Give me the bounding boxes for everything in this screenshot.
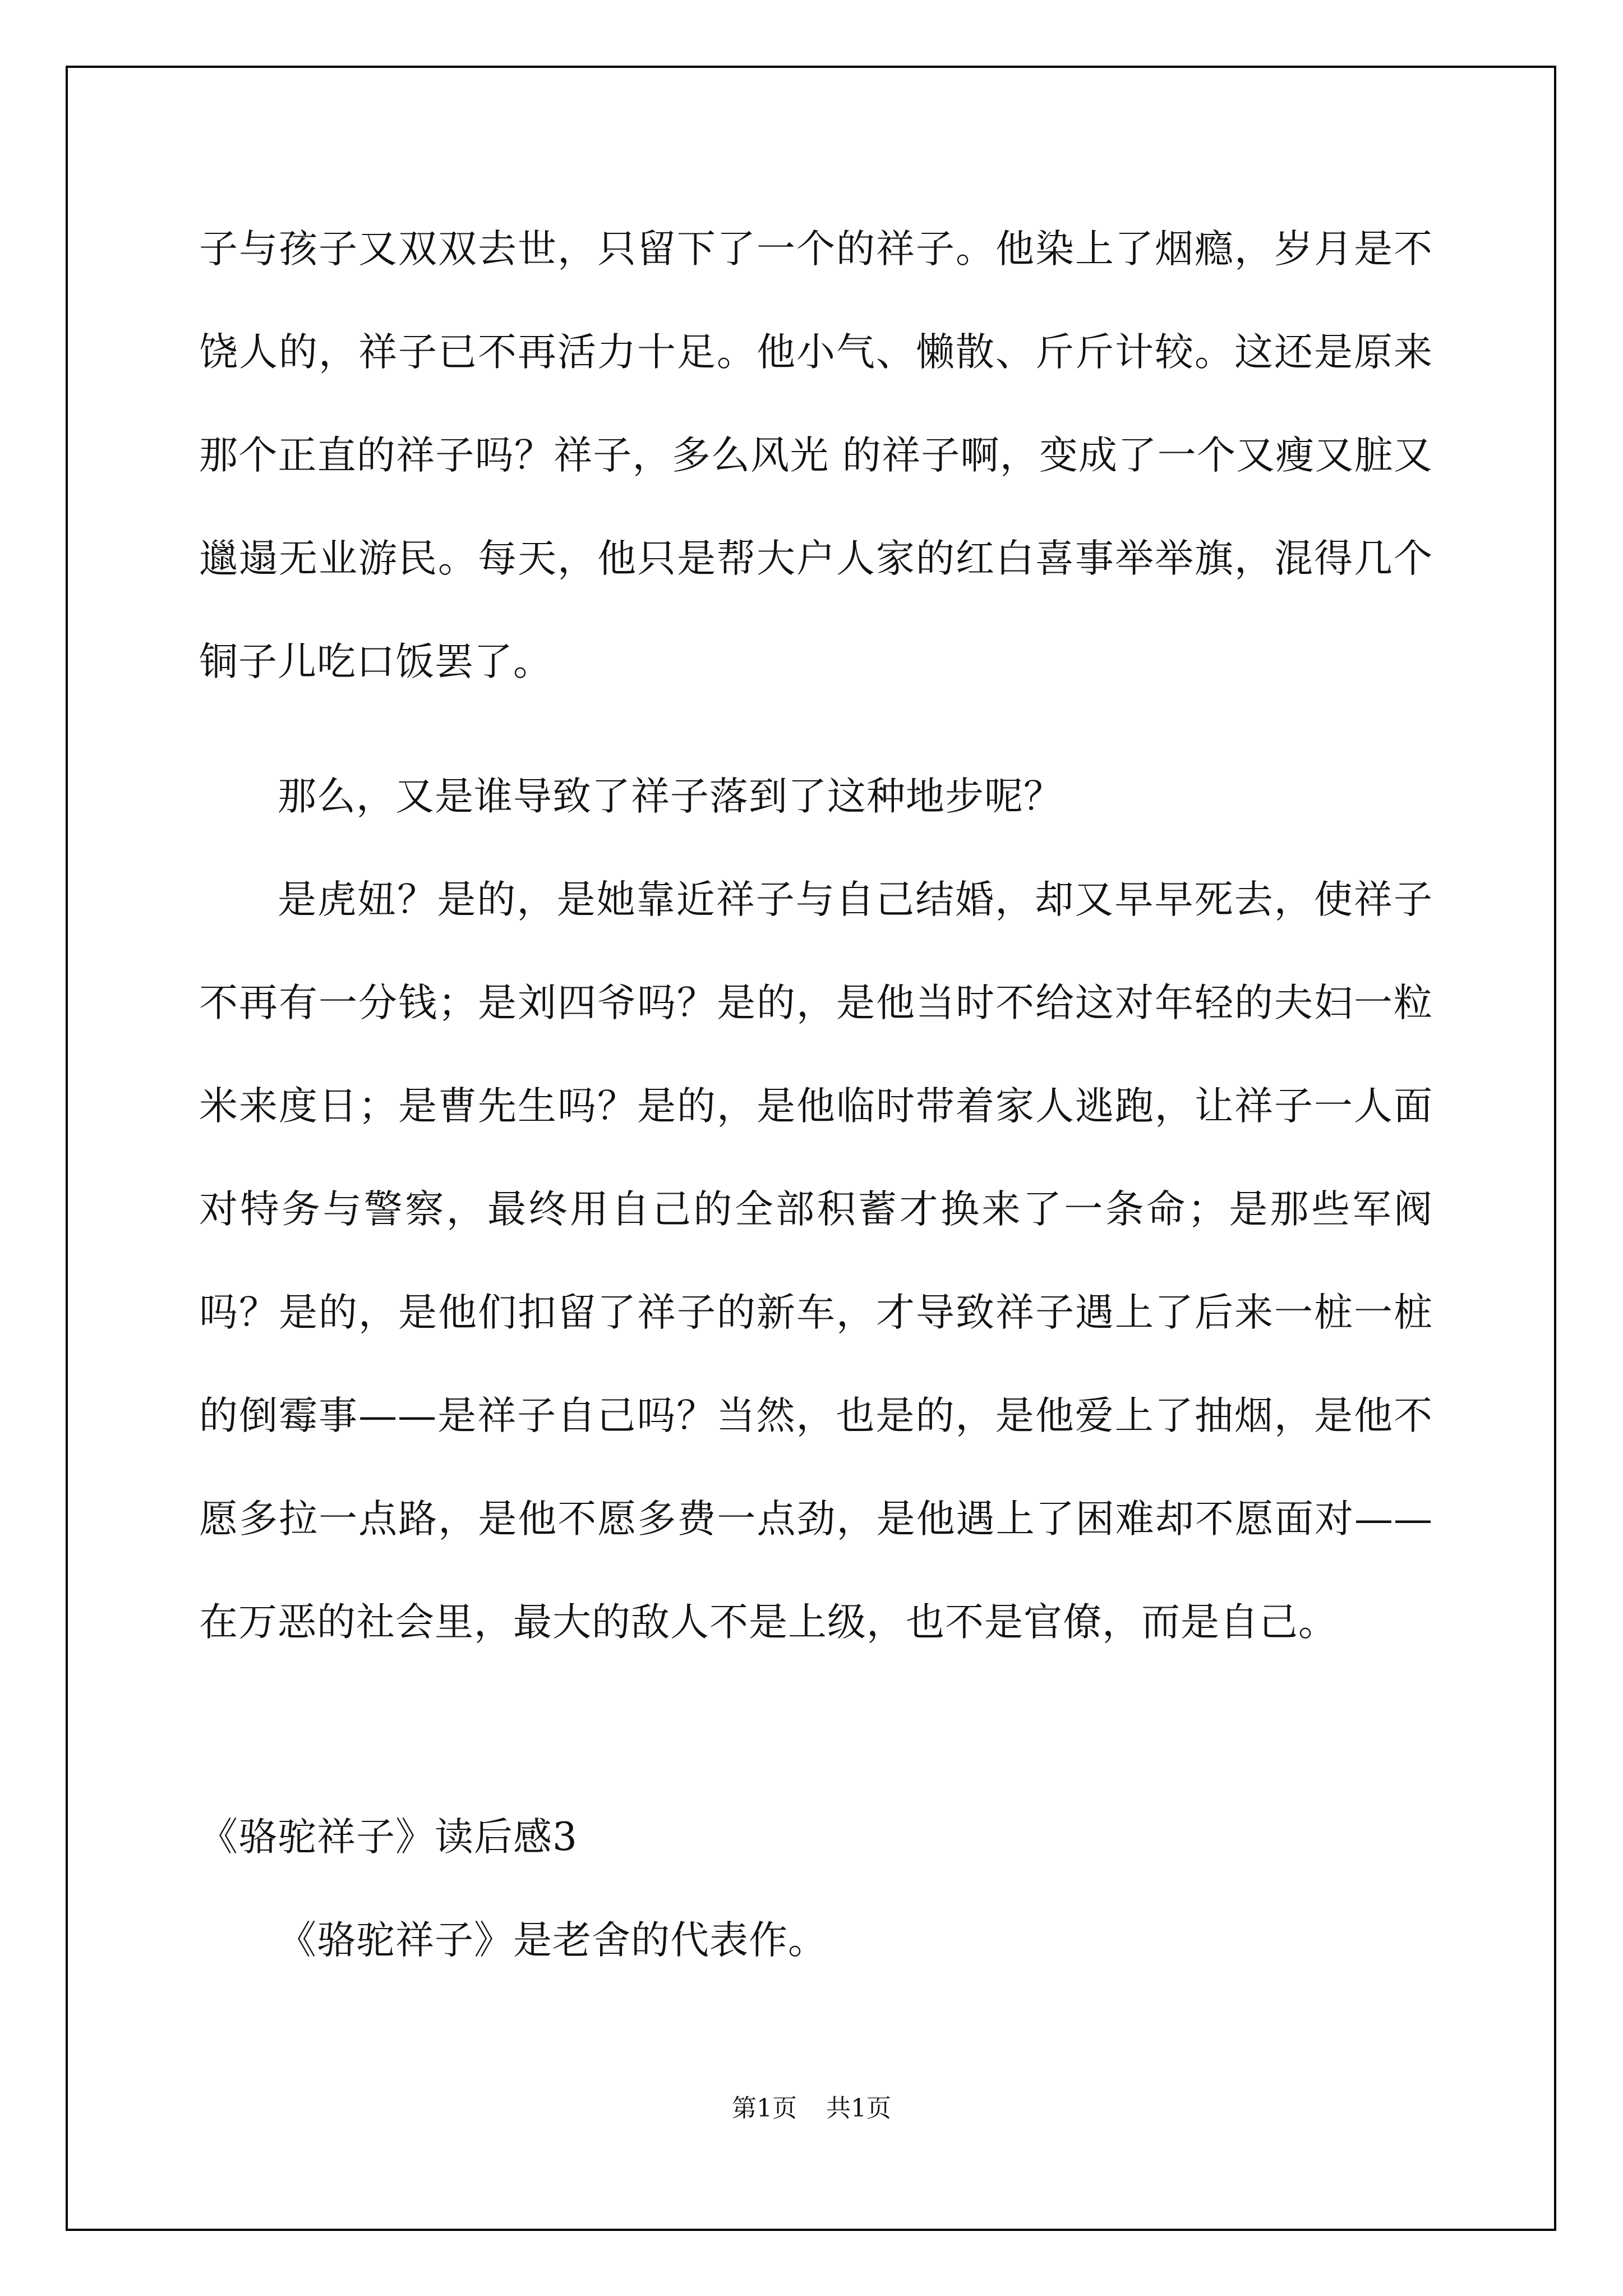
page-number-current: 第1页 <box>732 2094 797 2123</box>
body-paragraph-2: 那么，又是谁导致了祥子落到了这种地步呢？ <box>278 774 1063 819</box>
closing-paragraph: 《骆驼祥子》是老舍的代表作。 <box>278 1918 827 1963</box>
body-paragraph-3: 是虎妞？是的，是她靠近祥子与自己结婚，却又早早死去，使祥子不再有一分钱；是刘四爷吗？是的，是他当时不给这对年轻的夫妇一粒米来度日；是曹先生吗？是的，是他临时带着家人逃跑，让祥子一人面对特务与警察，最终用自己的全部积蓄才换来了一条命；是那些军阀吗？是的，是他们扣留了祥子的新车，才导致祥子遇上了后来一桩一桩的倒霉事——是祥子自己吗？当然，也是的，是他爱上了抽烟，是他不愿多拉一点路，是他不愿多费一点劲，是他遇上了困难却不愿面对——在万恶的社会里，最大的敌人不是上级，也不是官僚，而是自己。 <box>199 877 1433 1645</box>
page-footer <box>0 2088 1623 2124</box>
page-number-total: 共1页 <box>826 2094 891 2123</box>
body-paragraph-1: 子与孩子又双双去世，只留下了一个的祥子。他染上了烟瘾，岁月是不饶人的，祥子已不再活力十足。他小气、懒散、斤斤计较。这还是原来那个正直的祥子吗？祥子，多么风光 的祥子啊，变成了一个又瘦又脏又邋遢无业游民。每天，他只是帮大户人家的红白喜事举举旗，混得几个铜子儿吃口饭罢了。 <box>199 227 1433 684</box>
section-heading: 《骆驼祥子》读后感3 <box>199 1815 578 1860</box>
